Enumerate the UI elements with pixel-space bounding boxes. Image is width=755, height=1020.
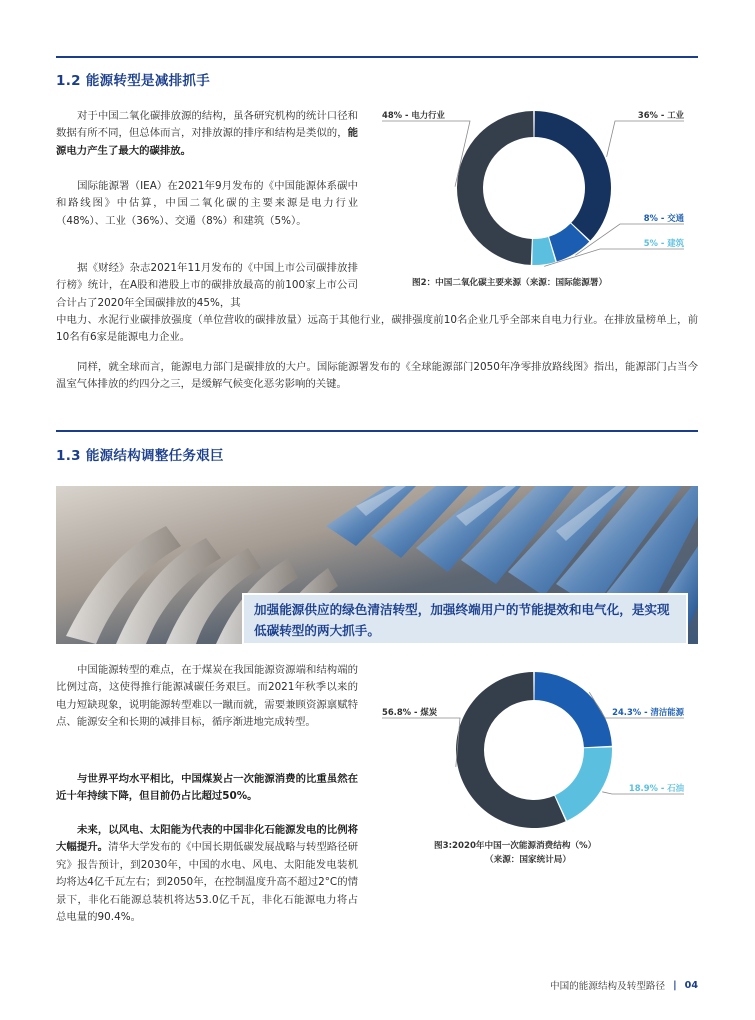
leader-line — [382, 718, 460, 767]
slice-label: 56.8% - 煤炭 — [382, 707, 438, 717]
paragraph-text: 对于中国二氧化碳排放源的结构，虽各研究机构的统计口径和数据有所不同，但总体而言，对排放源的排序和结构是类似的， — [56, 110, 358, 140]
paragraph-text: 中国能源转型的难点，在于煤炭在我国能源资源端和结构端的比例过高，这使得推行能源减碳任务艰巨。而2021年秋季以来的电力短缺现象，说明能源转型难以一蹴而就，需要兼顾资源禀赋特点、能源安全和长期的减排目标，循序渐进地完成转型。 — [56, 664, 358, 729]
chart-caption: 图3:2020年中国一次能源消费结构（%） — [434, 841, 597, 851]
paragraph-global — [56, 359, 698, 394]
donut-slice-2 — [535, 111, 611, 241]
section-title-1-3: 1.3 能源结构调整任务艰巨 — [56, 448, 224, 464]
slice-label: 18.9% - 石油 — [628, 783, 684, 793]
highlight-callout: 加强能源供应的绿色清洁转型，加强终端用户的节能提效和电气化，是实现低碳转型的两大抓手。 — [242, 593, 688, 645]
chart-caption: 图2：中国二氧化碳主要来源（来源：国际能源署） — [412, 278, 608, 288]
paragraph-emphasis: 能源电力产生了最大的碳排放。 — [56, 127, 358, 157]
energy-consumption-donut-chart — [0, 650, 755, 850]
leader-line — [607, 121, 684, 157]
slice-label: 36% - 工业 — [637, 110, 684, 120]
page-footer — [550, 978, 698, 992]
slice-label: 5% - 建筑 — [643, 238, 684, 248]
slice-label: 24.3% - 清洁能源 — [612, 707, 684, 717]
page-number: 04 — [684, 979, 698, 991]
donut-slice-3 — [555, 747, 612, 820]
paragraph-text: 清华大学发布的《中国长期低碳发展战略与转型路径研究》报告预计，到2030年，中国的水电、风电、太阳能发电装机均将达4亿千瓦左右；到2050年，在控制温度升高不超过2°C的情景下，非化石能源总装机将达53.0亿千瓦，非化石能源电力将占总电量的90.4%。 — [56, 841, 359, 924]
slice-label: 48% - 电力行业 — [382, 110, 445, 120]
section-title-1-2: 1.2 能源转型是减排抓手 — [56, 73, 211, 89]
paragraph-text: 国际能源署（IEA）在2021年9月发布的《中国能源体系碳中和路线图》中估算，中国二氧化碳的主要来源是电力行业（48%）、工业（36%）、交通（8%）和建筑（5%）。 — [56, 180, 358, 227]
chart-caption-source: （来源：国家统计局） — [485, 855, 571, 865]
slice-label: 8% - 交通 — [643, 213, 684, 223]
paragraph-emphasis: 未来，以风电、太阳能为代表的中国非化石能源发电的比例将大幅提升。 — [56, 824, 358, 854]
paragraph-text: 与世界平均水平相比，中国煤炭占一次能源消费的比重虽然在近十年持续下降，但目前仍占比超过50%。 — [56, 773, 358, 803]
section-divider — [56, 430, 698, 432]
co2-source-donut-chart — [0, 0, 755, 300]
leader-line — [382, 121, 470, 187]
paragraph-text: 据《财经》杂志2021年11月发布的《中国上市公司碳排放排行榜》统计，在A股和港股上市的碳排放最高的前100家上市公司合计占了2020年全国碳排放的45%，其 — [56, 262, 358, 309]
paragraph-text: 同样，就全球而言，能源电力部门是碳排放的大户。国际能源署发布的《全球能源部门2050年净零排放路线图》指出，能源部门占当今温室气体排放的约四分之三，是缓解气候变化恶劣影响的关键。 — [56, 361, 698, 391]
footer-separator: | — [673, 979, 677, 991]
paragraph-caijing-cont: 中电力、水泥行业碳排放强度（单位营收的碳排放量）远高于其他行业，碳排强度前10名企业几乎全部来自电力行业。在排放量榜单上，前10名有6家是能源电力企业。 — [56, 314, 698, 344]
donut-slice-1 — [457, 111, 533, 265]
footer-title: 中国的能源结构及转型路径 — [550, 981, 666, 992]
